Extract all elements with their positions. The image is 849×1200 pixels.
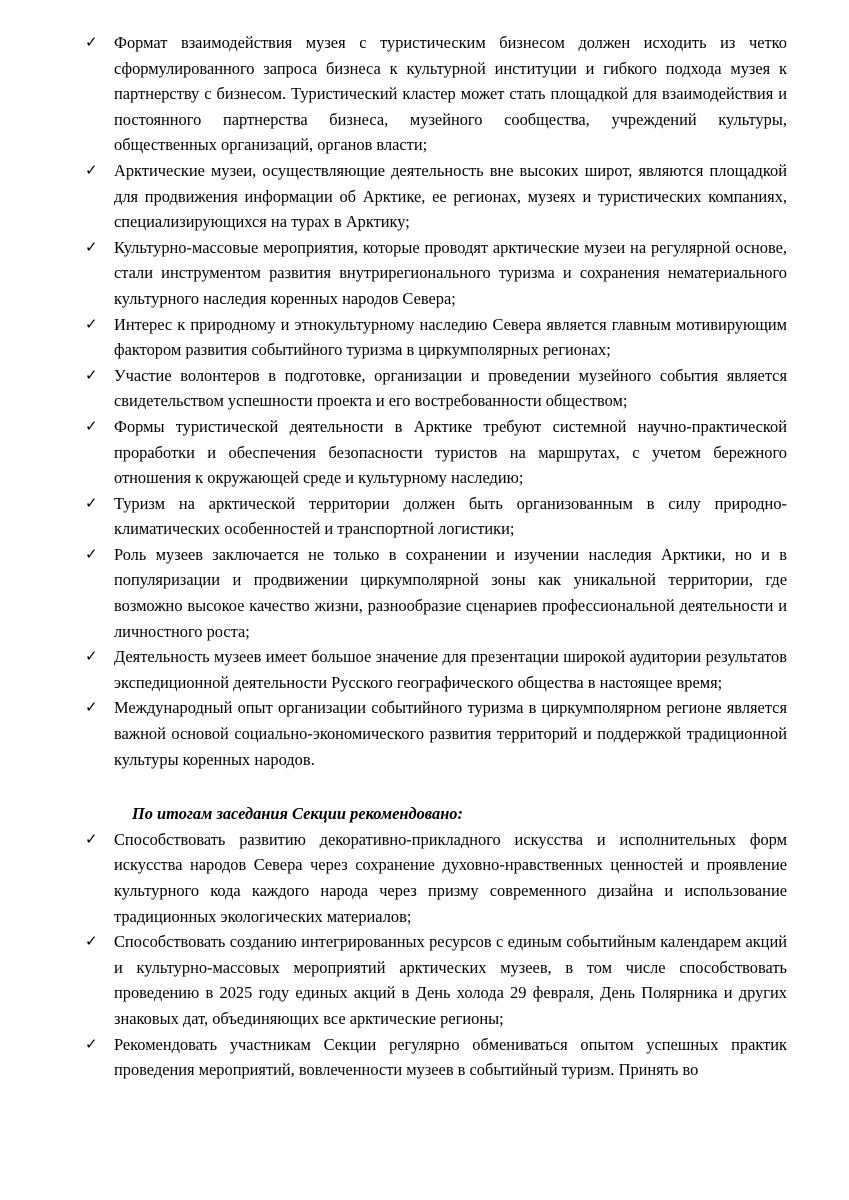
finding-item: [84, 644, 787, 695]
checkmark-icon: ✓: [85, 160, 98, 179]
recommendation-item: [84, 827, 787, 929]
findings-list: [84, 30, 787, 772]
finding-text: Роль музеев заключается не только в сохранении и изучении наследия Арктики, но и в популяризации и продвижении циркумполярной зоны как уникальной территории, где возможно высокое качество жизни, разнообразие сценариев профессиональной деятельности и личностного роста;: [114, 544, 787, 641]
finding-text: Туризм на арктической территории должен быть организованным в силу природно-климатических особенностей и транспортной логистики;: [114, 493, 787, 539]
recommendation-text: Способствовать развитию декоративно-прикладного искусства и исполнительных форм искусства народов Севера через сохранение духовно-нравственных ценностей и проявление культурного кода каждого народа через призму современного дизайна и использование традиционных экологических материалов;: [114, 829, 787, 926]
recommendations-list: [84, 827, 787, 1083]
checkmark-icon: ✓: [85, 698, 98, 717]
finding-text: Арктические музеи, осуществляющие деятельность вне высоких широт, являются площадкой для продвижения информации об Арктике, ее регионах, музеях и туристических компаниях, специализирующихся на турах в Арктику;: [114, 160, 787, 232]
checkmark-icon: ✓: [85, 237, 98, 256]
checkmark-icon: ✓: [85, 33, 98, 51]
finding-item: [84, 30, 787, 158]
finding-text: Формы туристической деятельности в Арктике требуют системной научно-практической проработки и обеспечения безопасности туристов на маршрутах, с учетом бережного отношения к окружающей среде и культурному наследию;: [114, 416, 787, 488]
finding-text: Интерес к природному и этнокультурному наследию Севера является главным мотивирующим фактором развития событийного туризма в циркумполярных регионах;: [114, 314, 787, 360]
recommendations-heading: По итогам заседания Секции рекомендовано:: [132, 804, 463, 824]
recommendation-text: Рекомендовать участникам Секции регулярно обмениваться опытом успешных практик проведения мероприятий, вовлеченности музеев в событийный туризм. Принять во: [114, 1034, 787, 1080]
checkmark-icon: ✓: [85, 647, 98, 666]
finding-item: [84, 235, 787, 312]
recommendation-item: [84, 1032, 787, 1083]
finding-item: [84, 695, 787, 772]
checkmark-icon: ✓: [85, 493, 98, 512]
finding-text: Культурно-массовые мероприятия, которые проводят арктические музеи на регулярной основе, стали инструментом развития внутрирегионального туризма и сохранения нематериального культурного наследия коренных народов Севера;: [114, 237, 787, 308]
finding-text: Участие волонтеров в подготовке, организации и проведении музейного события является свидетельством успешности проекта и его востребованности обществом;: [114, 365, 787, 411]
finding-item: [84, 312, 787, 363]
checkmark-icon: ✓: [85, 365, 98, 384]
checkmark-icon: ✓: [85, 829, 98, 848]
finding-text: Формат взаимодействия музея с туристическим бизнесом должен исходить из четко сформулированного запроса бизнеса к культурной институции и гибкого подхода музея к партнерству с бизнесом. Туристический кластер может стать площадкой для взаимодействия и постоянного партнерства бизнеса, музейного сообщества, учреждений культуры, общественных организаций, органов власти;: [114, 33, 787, 155]
recommendation-text: Способствовать созданию интегрированных ресурсов с единым событийным календарем акций и культурно-массовых мероприятий арктических музеев, в том числе способствовать проведению в 2025 году единых акций в День холода 29 февраля, День Полярника и других знаковых дат, объединяющих все арктические регионы;: [114, 932, 787, 1028]
checkmark-icon: ✓: [85, 314, 98, 333]
checkmark-icon: ✓: [85, 416, 98, 435]
recommendation-item: [84, 929, 787, 1031]
checkmark-icon: ✓: [85, 1034, 98, 1053]
finding-item: [84, 414, 787, 491]
finding-item: [84, 491, 787, 542]
finding-text: Деятельность музеев имеет большое значение для презентации широкой аудитории результатов экспедиционной деятельности Русского географического общества в настоящее время;: [114, 647, 787, 692]
finding-text: Международный опыт организации событийного туризма в циркумполярном регионе является важной основой социально-экономического развития территорий и поддержкой традиционной культуры коренных народов.: [114, 698, 787, 769]
finding-item: [84, 158, 787, 235]
finding-item: [84, 363, 787, 414]
checkmark-icon: ✓: [85, 544, 98, 563]
finding-item: [84, 542, 787, 644]
checkmark-icon: ✓: [85, 932, 98, 951]
